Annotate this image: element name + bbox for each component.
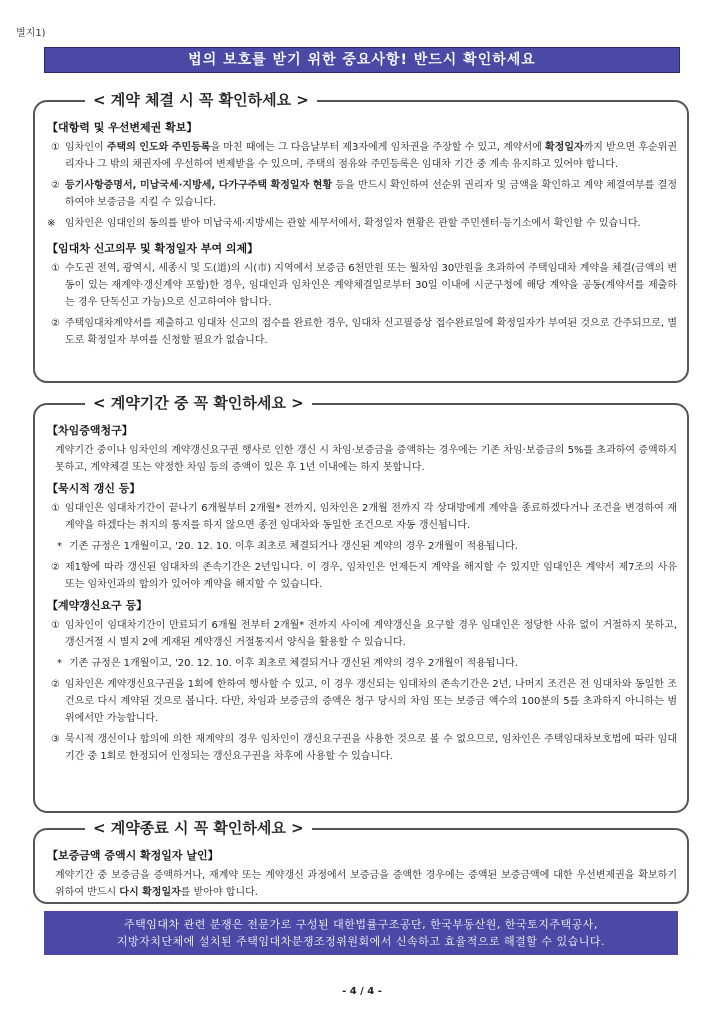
section-heading: 【임대차 신고의무 및 확정일자 부여 의제】 [47,242,259,255]
list-item [47,315,677,349]
section-heading: 【차임증액청구】 [47,424,133,437]
item-number: ① [51,503,60,514]
contract-end-box [33,819,689,904]
note-text: 기존 규정은 1개월이고, '20. 12. 10. 이후 최초로 체결되거나 갱신된 계약의 경우 2개월이 적용됩니다. [69,658,518,669]
item-text: 제1항에 따라 갱신된 임대차의 존속기간은 2년입니다. 이 경우, 임차인은 언제든지 계약을 해지할 수 있지만 임대인은 계약서 제7조의 사유 또는 임차인과의 합의가 있어야 계약을 해지할 수 있습니다. [65,562,677,590]
note-mark: * [57,541,62,552]
item-number: ① [51,263,60,274]
note-mark: * [57,658,62,669]
item-text: 묵시적 갱신이나 합의에 의한 재계약의 경우 임차인이 갱신요구권을 사용한 것으로 볼 수 없으므로, 임차인은 주택임대차보호법에 따라 임대기간 중 1회로 한정되어 인정되는 갱신요구권을 차후에 사용할 수 있습니다. [65,734,677,762]
note-text: 기존 규정은 1개월이고, '20. 12. 10. 이후 최초로 체결되거나 갱신된 계약의 경우 2개월이 적용됩니다. [69,541,518,552]
contract-term-box [33,394,689,813]
contract-signing-title: < 계약 체결 시 꼭 확인하세요 > [85,90,317,110]
item-number: ② [51,318,60,329]
dispute-banner [44,911,678,955]
page-number: - 4 / 4 - [342,986,382,997]
section-text-part: 를 받아야 합니다. [180,887,258,898]
contract-signing-box [33,91,689,383]
note-item [47,655,677,672]
list-item [47,500,677,534]
note-mark: ※ [47,218,56,229]
item-text: 임차인은 계약갱신요구권을 1회에 한하여 행사할 수 있고, 이 경우 갱신되는 임대차의 존속기간은 2년, 나머지 조건은 전 임대차와 동일한 조건으로 다시 계약된 것으로 봅니다. 다만, 차임과 보증금의 증액은 청구 당시의 차임 또는 보증금 액수의 100분의 5를 초과하지 아니하는 범위에서만 가능합니다. [65,679,677,724]
list-item [47,731,677,765]
item-number: ② [51,679,60,690]
item-number: ① [51,142,60,153]
dispute-banner-line: 지방자치단체에 설치된 주택임대차분쟁조정위원회에서 신속하고 효율적으로 해결할 수 있습니다. [116,935,606,948]
item-text: 을 마친 때에는 그 다음날부터 제3자에게 임차권을 주장할 수 있고, 계약서에 [210,142,545,153]
item-number: ③ [51,734,60,745]
note-item [47,538,677,555]
item-emphasis: 주택의 인도와 주민등록 [106,142,211,153]
section-heading: 【보증금액 증액시 확정일자 날인】 [47,849,219,862]
note-item [47,215,677,232]
section-text: 계약기간 중이나 임차인의 계약갱신요구권 행사로 인한 갱신 시 차임·보증금을 증액하는 경우에는 기존 차임·보증금의 5%를 초과하여 증액하지 못하고, 계약체결 또는 약정한 차임 등의 증액이 있은 후 1년 이내에는 하지 못합니다. [55,445,677,473]
item-text: 까지 받으면 후순위권리자나 그 밖의 채권자에 우선하여 변제받을 수 있으며, 주택의 점유와 주민등록은 임대차 기간 중 계속 유지하고 있어야 합니다. [65,142,677,170]
list-item [47,260,677,311]
item-text: 임대인은 임대차기간이 끝나기 6개월부터 2개월* 전까지, 임차인은 2개월 전까지 각 상대방에게 계약을 종료하겠다거나 조건을 변경하여 재계약을 하겠다는 취지의 통지를 하지 않으면 종전 임대차와 동일한 조건으로 자동 갱신됩니다. [65,503,677,531]
item-text: 등을 반드시 확인하여 선순위 권리자 및 금액을 확인하고 계약 체결여부를 결정하여야 보증금을 지킬 수 있습니다. [65,180,678,208]
list-item [47,177,677,211]
section-emphasis: 다시 확정일자 [119,887,181,898]
note-text: 임차인은 임대인의 동의를 받아 미납국세·지방세는 관할 세무서에서, 확정일자 현황은 관할 주민센터·등기소에서 확인할 수 있습니다. [65,218,641,229]
item-text: 임차인이 [65,142,107,153]
list-item [47,139,677,173]
section-heading: 【묵시적 갱신 등】 [47,482,141,495]
list-item [47,559,677,593]
contract-end-title: < 계약종료 시 꼭 확인하세요 > [85,818,312,838]
list-item [47,617,677,651]
dispute-banner-line: 주택임대차 관련 분쟁은 전문가로 구성된 대한법률구조공단, 한국부동산원, 한국토지주택공사, [124,918,598,931]
top-banner: 법의 보호를 받기 위한 중요사항! 반드시 확인하세요 [44,47,680,73]
item-text: 주택임대차계약서를 제출하고 임대차 신고의 접수를 완료한 경우, 임대차 신고필증상 접수완료일에 확정일자가 부여된 것으로 간주되므로, 별도로 확정일자 부여를 신청할 필요가 없습니다. [65,318,677,346]
item-emphasis: 등기사항증명서, 미납국세·지방세, 다가구주택 확정일자 현황 [65,180,333,191]
item-number: ② [51,180,60,191]
section-text-part: 계약기간 중 보증금을 증액하거나, 재계약 또는 계약갱신 과정에서 보증금을 증액한 경우에는 증액된 보증금액에 대한 우선변제권을 확보하기 위하여 반드시 [55,870,677,898]
section-text [47,867,677,901]
section-heading: 【대항력 및 우선변제권 확보】 [47,121,198,134]
item-number: ① [51,620,60,631]
item-text: 임차인이 임대차기간이 만료되기 6개월 전부터 2개월* 전까지 사이에 계약갱신을 요구할 경우 임대인은 정당한 사유 없이 거절하지 못하고, 갱신거절 시 별지 2에 게재된 계약갱신 거절통지서 양식을 활용할 수 있습니다. [65,620,677,648]
item-number: ② [51,562,60,573]
annex-label: 별지1) [16,28,46,39]
item-emphasis: 확정일자 [545,142,584,153]
item-text: 수도권 전역, 광역시, 세종시 및 도(道)의 시(市) 지역에서 보증금 6천만원 또는 월차임 30만원을 초과하여 주택임대차 계약을 체결(금액의 변동이 있는 재계약·갱신계약 포함)한 경우, 임대인과 임차인은 계약체결일로부터 30일 이내에 시군구청에 해당 계약을 공동(계약서를 제출하는 경우 단독신고 가능)으로 신고하여야 합니다. [65,263,677,308]
section-heading: 【계약갱신요구 등】 [47,599,148,612]
list-item [47,676,677,727]
contract-term-title: < 계약기간 중 꼭 확인하세요 > [85,393,312,413]
